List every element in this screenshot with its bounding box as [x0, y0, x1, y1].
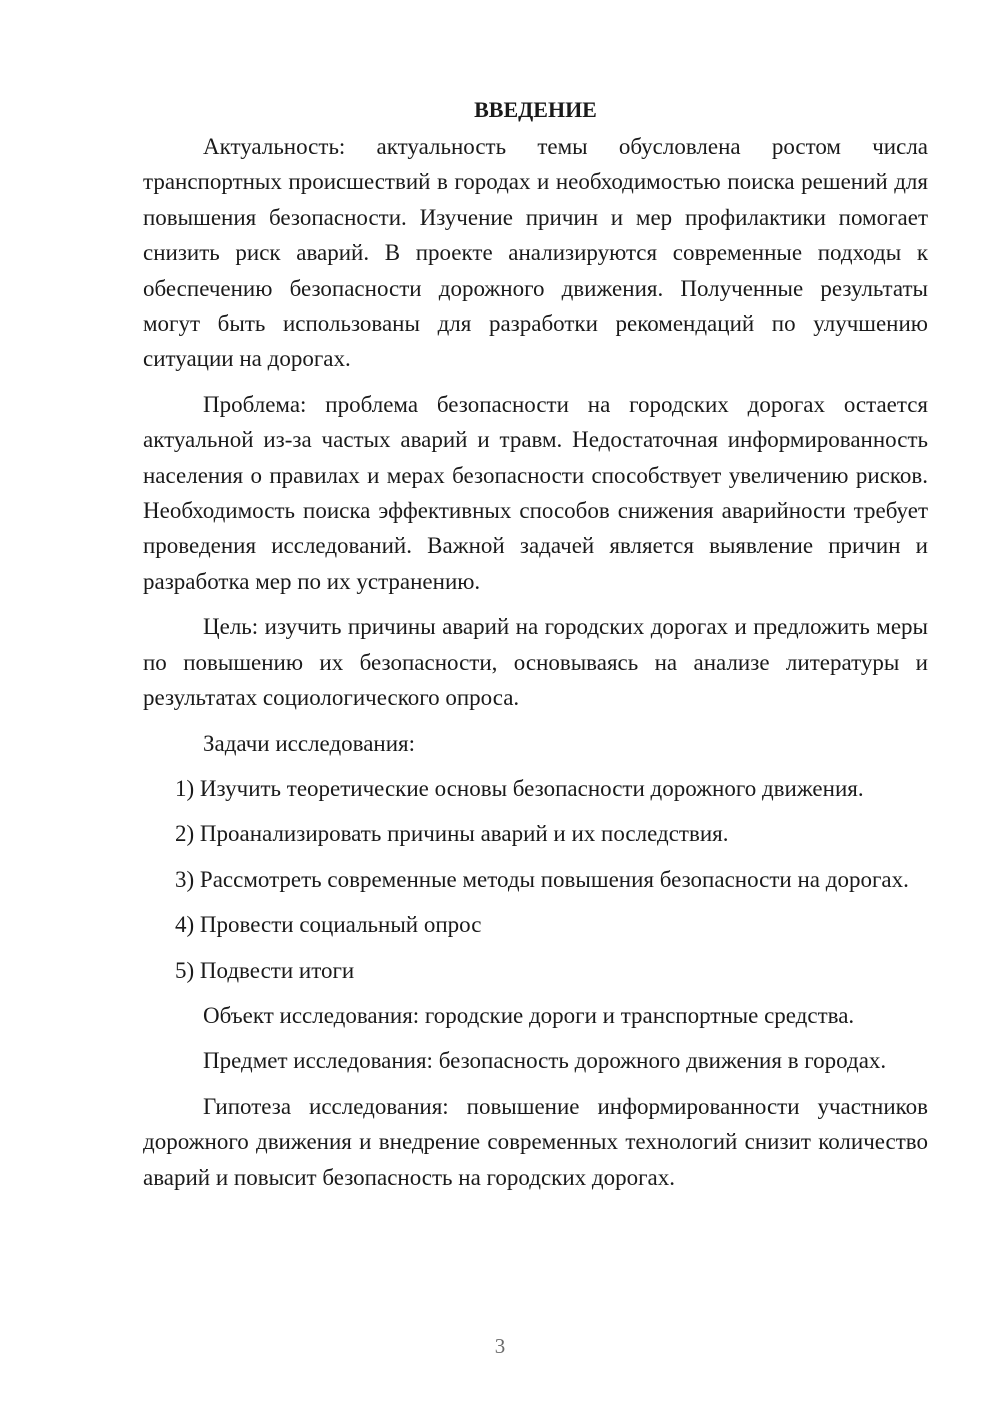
page-title: ВВЕДЕНИЕ	[474, 97, 597, 122]
object-paragraph: Объект исследования: городские дороги и транспортные средства.	[203, 1002, 855, 1028]
hypothesis-paragraph: Гипотеза исследования: повышение информированности участников дорожного движения и внедрение современных технологий снизит количество аварий и повысит безопасность на городских дорогах.	[143, 1093, 928, 1190]
relevance-paragraph: Актуальность: актуальность темы обусловлена ростом числа транспортных происшествий в городах и необходимостью поиска решений для повышения безопасности. Изучение причин и мер профилактики помогает снизить риск аварий. В проекте анализируются современные подходы к обеспечению безопасности дорожного движения. Полученные результаты могут быть использованы для разработки рекомендаций по улучшению ситуации на дорогах.	[143, 134, 928, 372]
page-number: 3	[494, 1334, 506, 1358]
task-item-1: 1) Изучить теоретические основы безопасности дорожного движения.	[175, 775, 864, 801]
tasks-list	[143, 771, 928, 988]
task-item-4: 4) Провести социальный опрос	[175, 912, 482, 938]
problem-paragraph: Проблема: проблема безопасности на городских дорогах остается актуальной из-за частых аварий и травм. Недостаточная информированность населения о правилах и мерах безопасности способствует увеличению рисков. Необходимость поиска эффективных способов снижения аварийности требует проведения исследований. Важной задачей является выявление причин и разработка мер по их устранению.	[143, 391, 928, 594]
page-content	[143, 92, 928, 1205]
task-item-2: 2) Проанализировать причины аварий и их последствия.	[175, 821, 729, 847]
subject-paragraph: Предмет исследования: безопасность дорожного движения в городах.	[203, 1048, 887, 1074]
task-item-3: 3) Рассмотреть современные методы повышения безопасности на дорогах.	[175, 866, 909, 892]
goal-paragraph: Цель: изучить причины аварий на городских дорогах и предложить меры по повышению их безопасности, основываясь на анализе литературы и результатах социологического опроса.	[143, 614, 928, 711]
tasks-heading: Задачи исследования:	[203, 730, 416, 756]
task-item-5: 5) Подвести итоги	[175, 957, 355, 983]
